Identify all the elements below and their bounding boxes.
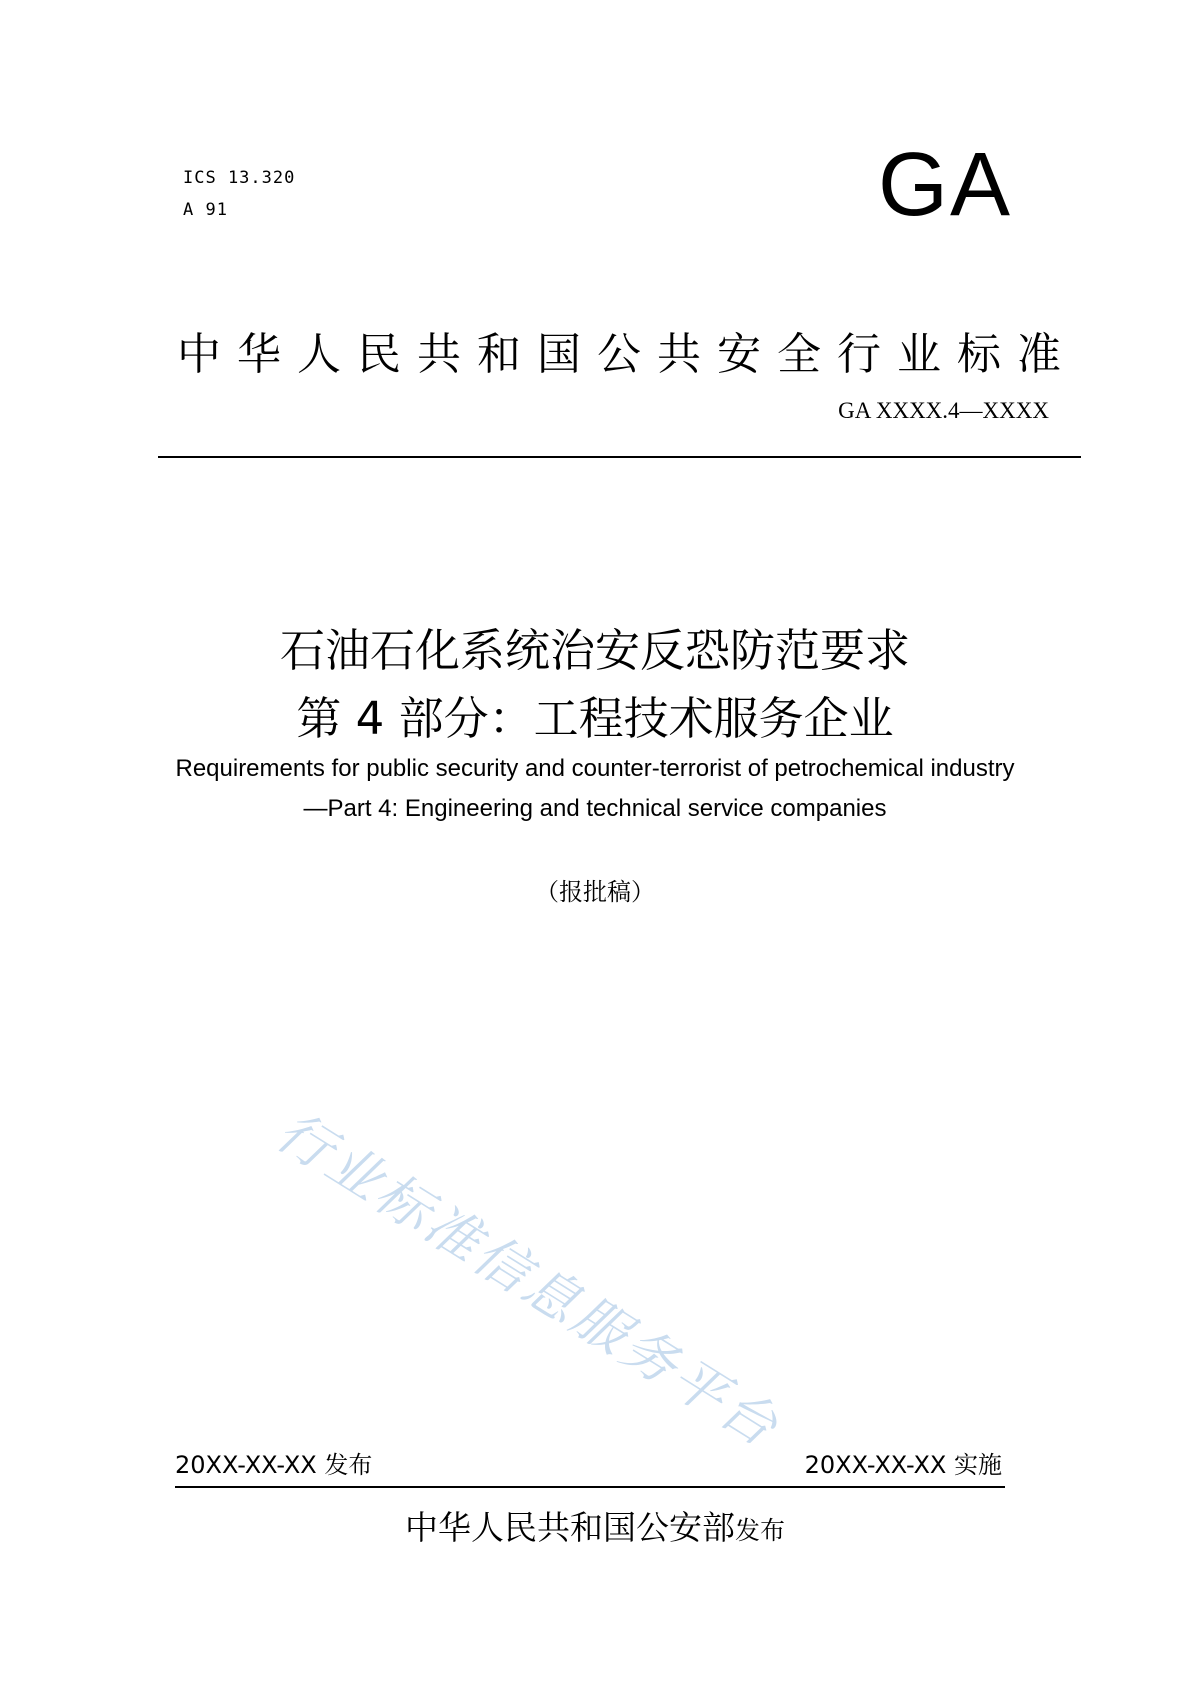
- ics-code: ICS 13.320: [183, 168, 296, 188]
- title-cn-line1: 石油石化系统治安反恐防范要求: [279, 624, 910, 677]
- classification-code: A 91: [183, 200, 228, 220]
- standard-number: GA XXXX.4—XXXX: [838, 398, 1049, 423]
- publish-date: 20XX-XX-XX 发布: [175, 1451, 373, 1479]
- draft-status: （报批稿）: [535, 878, 655, 906]
- ga-logo: GA: [878, 135, 1013, 235]
- issuer: [0, 1502, 1190, 1549]
- header-divider: [158, 456, 1081, 458]
- title-en-line2: —Part 4: Engineering and technical service companies: [303, 795, 887, 822]
- issuer-name: 中华人民共和国公安部: [404, 1508, 735, 1547]
- standard-category: 中华人民共和国公共安全行业标准: [177, 329, 1077, 380]
- footer-divider: [175, 1486, 1005, 1488]
- issuer-suffix: 发布: [734, 1516, 785, 1545]
- title-cn-line2: 第 4 部分：工程技术服务企业: [296, 692, 894, 745]
- title-en-line1: Requirements for public security and counter-terrorist of petrochemical industry: [175, 755, 1015, 782]
- watermark: 行业标准信息服务平台: [265, 1099, 792, 1461]
- implement-date: 20XX-XX-XX 实施: [804, 1451, 1002, 1479]
